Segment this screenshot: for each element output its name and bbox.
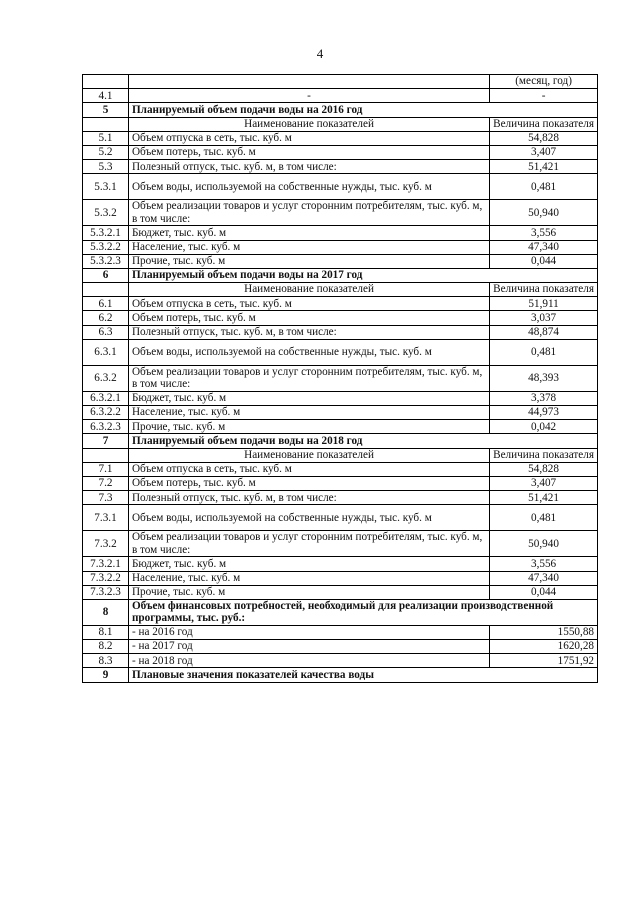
indicator-value: 1751,92 <box>490 654 598 668</box>
row-number: 7.3.2 <box>83 531 129 557</box>
indicator-value: 44,973 <box>490 406 598 420</box>
indicator-name: Прочие, тыс. куб. м <box>128 585 489 599</box>
indicator-name: Объем воды, используемой на собственные нужды, тыс. куб. м <box>128 339 489 365</box>
indicator-name <box>128 75 489 89</box>
indicator-value: 3,556 <box>490 557 598 571</box>
column-header-value: Величина показателя <box>490 283 598 297</box>
table-row <box>83 505 598 531</box>
indicator-name: - на 2017 год <box>128 640 489 654</box>
indicator-name: Объем потерь, тыс. куб. м <box>128 311 489 325</box>
row-number: 8.3 <box>83 654 129 668</box>
table-row <box>83 174 598 200</box>
header-row <box>83 283 598 297</box>
indicator-name: Объем реализации товаров и услуг сторонним потребителям, тыс. куб. м, в том числе: <box>128 200 489 226</box>
table-row <box>83 240 598 254</box>
table-row <box>83 200 598 226</box>
indicator-value: 51,421 <box>490 160 598 174</box>
indicator-value: 0,044 <box>490 585 598 599</box>
header-row <box>83 117 598 131</box>
table-row <box>83 339 598 365</box>
row-number: 5.3.2.3 <box>83 254 129 268</box>
indicator-name: Прочие, тыс. куб. м <box>128 420 489 434</box>
column-header-name: Наименование показателей <box>128 448 489 462</box>
row-number: 5 <box>83 103 129 117</box>
indicator-value: 51,421 <box>490 491 598 505</box>
indicator-name: Полезный отпуск, тыс. куб. м, в том числе: <box>128 325 489 339</box>
indicator-name: Прочие, тыс. куб. м <box>128 254 489 268</box>
indicator-name: Объем воды, используемой на собственные нужды, тыс. куб. м <box>128 174 489 200</box>
indicator-name: Население, тыс. куб. м <box>128 406 489 420</box>
section-title: Планируемый объем подачи воды на 2017 год <box>128 268 597 282</box>
row-number: 9 <box>83 668 129 682</box>
indicator-value: 47,340 <box>490 240 598 254</box>
table-row <box>83 131 598 145</box>
indicator-name: Бюджет, тыс. куб. м <box>128 557 489 571</box>
indicator-value: 54,828 <box>490 131 598 145</box>
table-row <box>83 654 598 668</box>
row-number: 6 <box>83 268 129 282</box>
table-row <box>83 420 598 434</box>
indicator-value: - <box>490 89 598 103</box>
row-number <box>83 448 129 462</box>
table-row <box>83 531 598 557</box>
section-title: Планируемый объем подачи воды на 2016 год <box>128 103 597 117</box>
row-number: 7.3.2.2 <box>83 571 129 585</box>
row-number <box>83 283 129 297</box>
indicator-value: 50,940 <box>490 200 598 226</box>
row-number: 5.3.2.1 <box>83 226 129 240</box>
indicator-name: Объем реализации товаров и услуг сторонним потребителям, тыс. куб. м, в том числе: <box>128 531 489 557</box>
indicator-value: 0,042 <box>490 420 598 434</box>
indicator-name: Объем отпуска в сеть, тыс. куб. м <box>128 131 489 145</box>
row-number: 7.3.1 <box>83 505 129 531</box>
table-row <box>83 89 598 103</box>
indicator-name: Объем отпуска в сеть, тыс. куб. м <box>128 297 489 311</box>
indicator-value: 54,828 <box>490 462 598 476</box>
table-row <box>83 365 598 391</box>
indicator-value: 1550,88 <box>490 625 598 639</box>
indicator-value: 1620,28 <box>490 640 598 654</box>
section-row <box>83 268 598 282</box>
section-row <box>83 103 598 117</box>
table-row <box>83 640 598 654</box>
indicator-name: Полезный отпуск, тыс. куб. м, в том числе: <box>128 160 489 174</box>
indicator-name: Бюджет, тыс. куб. м <box>128 391 489 405</box>
indicator-value: 3,407 <box>490 476 598 490</box>
indicator-value: 3,556 <box>490 226 598 240</box>
row-number <box>83 117 129 131</box>
row-number: 7.3 <box>83 491 129 505</box>
section-row <box>83 668 598 682</box>
row-number: 6.2 <box>83 311 129 325</box>
row-number: 6.3.2 <box>83 365 129 391</box>
row-number: 6.1 <box>83 297 129 311</box>
row-number: 6.3.2.1 <box>83 391 129 405</box>
row-number: 5.3 <box>83 160 129 174</box>
row-number: 7.1 <box>83 462 129 476</box>
row-number: 4.1 <box>83 89 129 103</box>
indicator-value: 50,940 <box>490 531 598 557</box>
row-number: 6.3.2.3 <box>83 420 129 434</box>
indicator-name: - <box>128 89 489 103</box>
row-number: 7.3.2.3 <box>83 585 129 599</box>
table-row <box>83 391 598 405</box>
indicator-value: 3,037 <box>490 311 598 325</box>
table-row <box>83 254 598 268</box>
section-row <box>83 599 598 625</box>
indicator-value: 0,481 <box>490 505 598 531</box>
row-number: 8.2 <box>83 640 129 654</box>
table-row <box>83 491 598 505</box>
table-row <box>83 557 598 571</box>
row-number: 8 <box>83 599 129 625</box>
indicator-value: (месяц, год) <box>490 75 598 89</box>
row-number: 5.3.1 <box>83 174 129 200</box>
indicator-value: 3,407 <box>490 145 598 159</box>
indicator-value: 0,044 <box>490 254 598 268</box>
row-number: 7 <box>83 434 129 448</box>
section-title: Объем финансовых потребностей, необходимый для реализации производственной программы, тыс. руб.: <box>128 599 597 625</box>
row-number: 6.3.1 <box>83 339 129 365</box>
water-supply-table <box>82 74 598 683</box>
table-row <box>83 311 598 325</box>
table-row <box>83 406 598 420</box>
section-title: Плановые значения показателей качества воды <box>128 668 597 682</box>
column-header-name: Наименование показателей <box>128 283 489 297</box>
indicator-value: 3,378 <box>490 391 598 405</box>
row-number: 7.3.2.1 <box>83 557 129 571</box>
row-number: 8.1 <box>83 625 129 639</box>
indicator-value: 48,874 <box>490 325 598 339</box>
column-header-value: Величина показателя <box>490 448 598 462</box>
indicator-value: 0,481 <box>490 339 598 365</box>
row-number <box>83 75 129 89</box>
table-row <box>83 75 598 89</box>
table-row <box>83 625 598 639</box>
indicator-name: Население, тыс. куб. м <box>128 571 489 585</box>
table-row <box>83 226 598 240</box>
indicator-name: Население, тыс. куб. м <box>128 240 489 254</box>
indicator-name: Объем потерь, тыс. куб. м <box>128 476 489 490</box>
indicator-value: 47,340 <box>490 571 598 585</box>
indicator-name: Полезный отпуск, тыс. куб. м, в том числе: <box>128 491 489 505</box>
indicator-value: 48,393 <box>490 365 598 391</box>
table-row <box>83 297 598 311</box>
page-number: 4 <box>316 46 324 61</box>
indicator-value: 51,911 <box>490 297 598 311</box>
header-row <box>83 448 598 462</box>
column-header-value: Величина показателя <box>490 117 598 131</box>
column-header-name: Наименование показателей <box>128 117 489 131</box>
row-number: 5.3.2 <box>83 200 129 226</box>
table-row <box>83 160 598 174</box>
table-row <box>83 476 598 490</box>
row-number: 5.1 <box>83 131 129 145</box>
indicator-name: - на 2016 год <box>128 625 489 639</box>
row-number: 5.3.2.2 <box>83 240 129 254</box>
indicator-name: Объем отпуска в сеть, тыс. куб. м <box>128 462 489 476</box>
section-row <box>83 434 598 448</box>
indicator-name: - на 2018 год <box>128 654 489 668</box>
table-row <box>83 585 598 599</box>
indicator-name: Объем потерь, тыс. куб. м <box>128 145 489 159</box>
section-title: Планируемый объем подачи воды на 2018 год <box>128 434 597 448</box>
indicator-value: 0,481 <box>490 174 598 200</box>
table-row <box>83 325 598 339</box>
row-number: 5.2 <box>83 145 129 159</box>
row-number: 6.3.2.2 <box>83 406 129 420</box>
table-row <box>83 462 598 476</box>
indicator-name: Бюджет, тыс. куб. м <box>128 226 489 240</box>
indicator-name: Объем реализации товаров и услуг сторонним потребителям, тыс. куб. м, в том числе: <box>128 365 489 391</box>
table-row <box>83 145 598 159</box>
table-row <box>83 571 598 585</box>
row-number: 6.3 <box>83 325 129 339</box>
indicator-name: Объем воды, используемой на собственные нужды, тыс. куб. м <box>128 505 489 531</box>
row-number: 7.2 <box>83 476 129 490</box>
